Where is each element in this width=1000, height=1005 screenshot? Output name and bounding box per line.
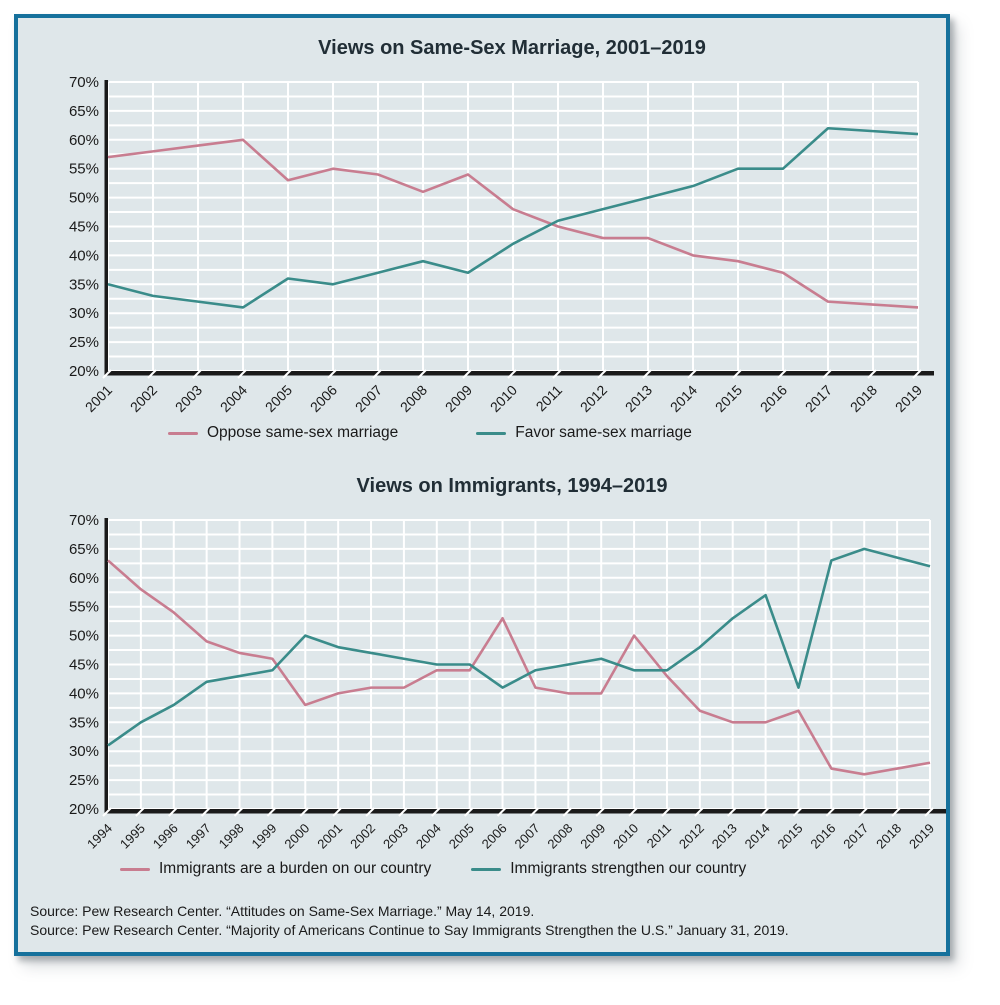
x-tick-label: 2004 — [216, 381, 251, 416]
y-tick-label: 35% — [68, 276, 99, 294]
y-tick-label: 55% — [68, 160, 99, 178]
same-sex-marriage-chart — [18, 64, 946, 416]
y-tick-label: 45% — [68, 656, 99, 674]
y-tick-label: 25% — [68, 772, 99, 790]
legend-item-favor — [476, 424, 692, 442]
x-tick-label: 2015 — [774, 820, 806, 852]
y-tick-label: 25% — [68, 334, 99, 352]
chart-title-same-sex-marriage: Views on Same-Sex Marriage, 2001–2019 — [318, 37, 706, 59]
x-tick-label: 2003 — [379, 820, 412, 852]
x-tick-label: 2014 — [741, 820, 773, 852]
x-tick-label: 1997 — [182, 820, 214, 852]
y-tick-label: 20% — [68, 801, 99, 818]
y-tick-label: 60% — [68, 131, 99, 149]
y-tick-label: 45% — [68, 218, 99, 236]
x-tick-label: 2009 — [441, 381, 476, 416]
x-tick-label: 1994 — [84, 820, 116, 852]
y-tick-label: 30% — [68, 743, 99, 761]
x-tick-label: 2015 — [711, 381, 746, 416]
x-tick-label: 2013 — [708, 820, 740, 852]
legend-label-oppose: Oppose same-sex marriage — [207, 424, 399, 441]
x-tick-label: 2012 — [576, 381, 611, 416]
x-tick-label: 2016 — [807, 820, 839, 852]
legend-label-favor: Favor same-sex marriage — [515, 424, 692, 441]
x-tick-label: 2007 — [511, 820, 543, 852]
x-tick-label: 2002 — [126, 381, 161, 416]
y-tick-label: 65% — [68, 540, 99, 558]
x-tick-label: 2005 — [445, 820, 477, 852]
figure-frame — [14, 14, 950, 956]
y-tick-label: 30% — [68, 305, 99, 323]
legend-swatch-oppose — [168, 432, 198, 435]
legend-swatch-burden — [120, 868, 150, 871]
x-tick-label: 2006 — [478, 820, 510, 852]
x-tick-label: 2004 — [412, 820, 444, 852]
y-tick-label: 40% — [68, 247, 99, 265]
x-tick-label: 2009 — [577, 820, 609, 852]
legend-swatch-favor — [476, 432, 506, 435]
x-tick-label: 2019 — [891, 381, 926, 416]
y-tick-label: 70% — [68, 512, 99, 529]
legend-swatch-strengthen — [471, 868, 501, 871]
y-axis — [105, 80, 109, 375]
source-line-immigrants: Source: Pew Research Center. “Majority of Americans Continue to Say Immigrants Strengthen the U.S.” January 31, 2019. — [30, 922, 789, 938]
y-axis — [105, 518, 109, 813]
source-notes — [30, 902, 946, 940]
x-tick-label: 2011 — [532, 381, 566, 415]
y-tick-label: 50% — [68, 189, 99, 207]
gridlines — [108, 82, 918, 371]
x-tick-label: 2011 — [643, 820, 675, 851]
x-tick-label: 2017 — [801, 381, 836, 416]
x-tick-label: 2018 — [846, 381, 881, 416]
x-tick-label: 2012 — [675, 820, 707, 852]
y-tick-label: 65% — [68, 102, 99, 120]
x-tick-label: 2000 — [281, 820, 313, 852]
x-tick-label: 2002 — [347, 820, 379, 852]
x-tick-label: 1998 — [215, 820, 247, 852]
x-tick-label: 2006 — [306, 381, 341, 416]
x-tick-label: 2005 — [261, 381, 296, 416]
x-tick-label: 2018 — [873, 820, 905, 852]
legend-label-burden: Immigrants are a burden on our country — [159, 860, 432, 877]
legend-immigrants — [120, 858, 946, 880]
gridlines — [108, 520, 930, 809]
x-tick-label: 2013 — [621, 381, 656, 416]
y-tick-label: 20% — [68, 363, 99, 380]
x-tick-label: 2010 — [486, 381, 521, 416]
x-tick-label: 1996 — [149, 820, 181, 852]
x-tick-label: 2008 — [544, 820, 576, 852]
x-tick-label: 2001 — [81, 381, 116, 416]
x-tick-label: 1999 — [248, 820, 280, 852]
x-tick-label: 2016 — [756, 381, 791, 416]
immigrants-chart — [18, 502, 946, 854]
legend-label-strengthen: Immigrants strengthen our country — [510, 860, 747, 877]
y-tick-label: 70% — [68, 74, 99, 91]
x-tick-label: 2014 — [666, 381, 701, 416]
y-tick-label: 40% — [68, 685, 99, 703]
x-axis — [105, 809, 947, 814]
y-tick-label: 50% — [68, 627, 99, 645]
legend-item-oppose — [168, 424, 398, 442]
x-tick-label: 2008 — [396, 381, 431, 416]
x-tick-label: 2001 — [314, 820, 346, 852]
x-tick-label: 2017 — [840, 820, 872, 852]
y-tick-label: 55% — [68, 598, 99, 616]
y-tick-label: 60% — [68, 569, 99, 587]
legend-item-burden — [120, 860, 431, 878]
x-tick-label: 2007 — [351, 381, 386, 416]
x-tick-label: 1995 — [116, 820, 149, 852]
y-tick-label: 35% — [68, 714, 99, 732]
x-tick-label: 2010 — [610, 820, 642, 852]
legend-same-sex-marriage — [168, 422, 946, 444]
source-line-same-sex-marriage: Source: Pew Research Center. “Attitudes on Same-Sex Marriage.” May 14, 2019. — [30, 903, 535, 919]
legend-item-strengthen — [471, 860, 746, 878]
x-axis — [105, 371, 935, 376]
x-tick-label: 2019 — [906, 820, 938, 852]
x-tick-label: 2003 — [171, 381, 206, 416]
chart-title-immigrants: Views on Immigrants, 1994–2019 — [356, 475, 668, 497]
